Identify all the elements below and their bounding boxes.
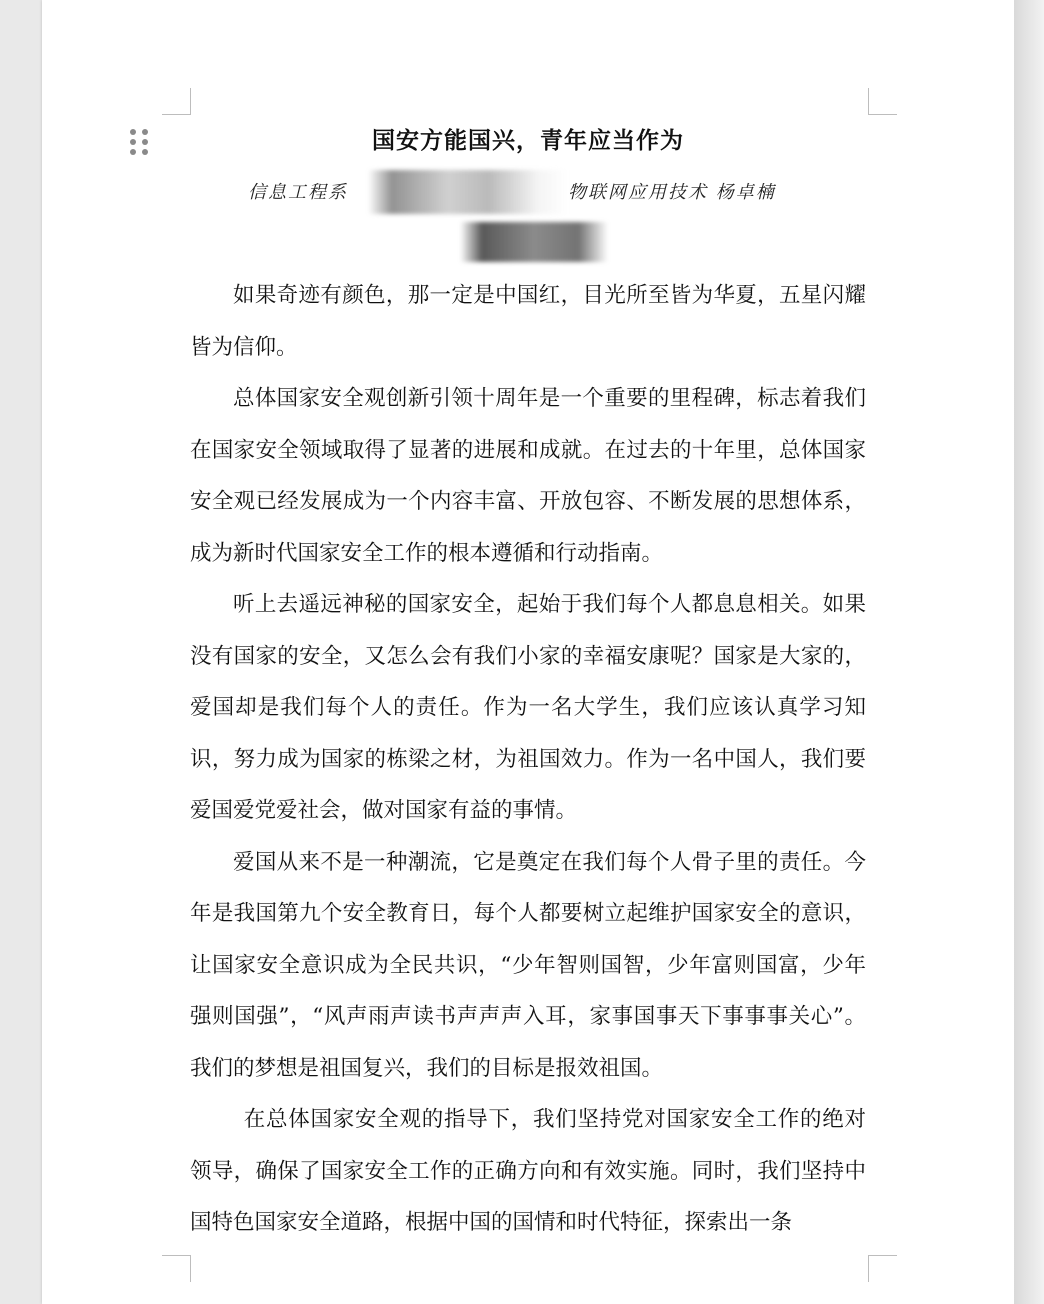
paragraph-drag-handle-icon[interactable] [130,129,148,155]
margin-corner-mark-bottom-left [162,1255,191,1282]
drag-dot [130,129,136,135]
body-paragraph-1[interactable]: 如果奇迹有颜色，那一定是中国红，目光所至皆为华夏，五星闪耀皆为信仰。 [190,283,866,360]
drag-dot [142,149,148,155]
drag-dot [130,149,136,155]
document-title[interactable]: 国安方能国兴，青年应当作为 [372,128,684,154]
margin-corner-mark-bottom-right [868,1255,897,1282]
drag-dot [130,139,136,145]
body-paragraph-3[interactable]: 听上去遥远神秘的国家安全，起始于我们每个人都息息相关。如果没有国家的安全，又怎么会有我们小家的幸福安康呢？国家是大家的，爱国却是我们每个人的责任。作为一名大学生，我们应该认真学习知识，努力成为国家的栋梁之材，为祖国效力。作为一名中国人，我们要爱国爱党爱社会，做对国家有益的事情。 [190,592,866,823]
body-paragraph-4[interactable]: 爱国从来不是一种潮流，它是奠定在我们每个人骨子里的责任。今年是我国第九个安全教育日，每个人都要树立起维护国家安全的意识，让国家安全意识成为全民共识，“少年智则国智，少年富则国富，少年强则国强”，“风声雨声读书声声声入耳，家事国事天下事事事关心”。我们的梦想是祖国复兴，我们的目标是报效祖国。 [190,849,866,1081]
redacted-student-id [460,222,608,262]
body-paragraph-5[interactable]: 在总体国家安全观的指导下，我们坚持党对国家安全工作的绝对领导，确保了国家安全工作的正确方向和有效实施。同时，我们坚持中国特色国家安全道路，根据中国的国情和时代特征，探索出一条 [190,1107,866,1235]
drag-dot [142,139,148,145]
margin-corner-mark-top-right [868,88,897,115]
byline-department: 信息工程系 [248,182,348,203]
body-paragraph-2[interactable]: 总体国家安全观创新引领十周年是一个重要的里程碑，标志着我们在国家安全领域取得了显著的进展和成就。在过去的十年里，总体国家安全观已经发展成为一个内容丰富、开放包容、不断发展的思想体系，成为新时代国家安全工作的根本遵循和行动指南。 [190,386,866,566]
byline-major-author: 物联网应用技术 杨卓楠 [568,182,776,203]
redacted-class-name [368,170,568,214]
document-body[interactable] [190,270,866,1249]
margin-corner-mark-top-left [162,88,191,115]
window-scroll-gutter [1014,0,1044,1304]
drag-dot [142,129,148,135]
